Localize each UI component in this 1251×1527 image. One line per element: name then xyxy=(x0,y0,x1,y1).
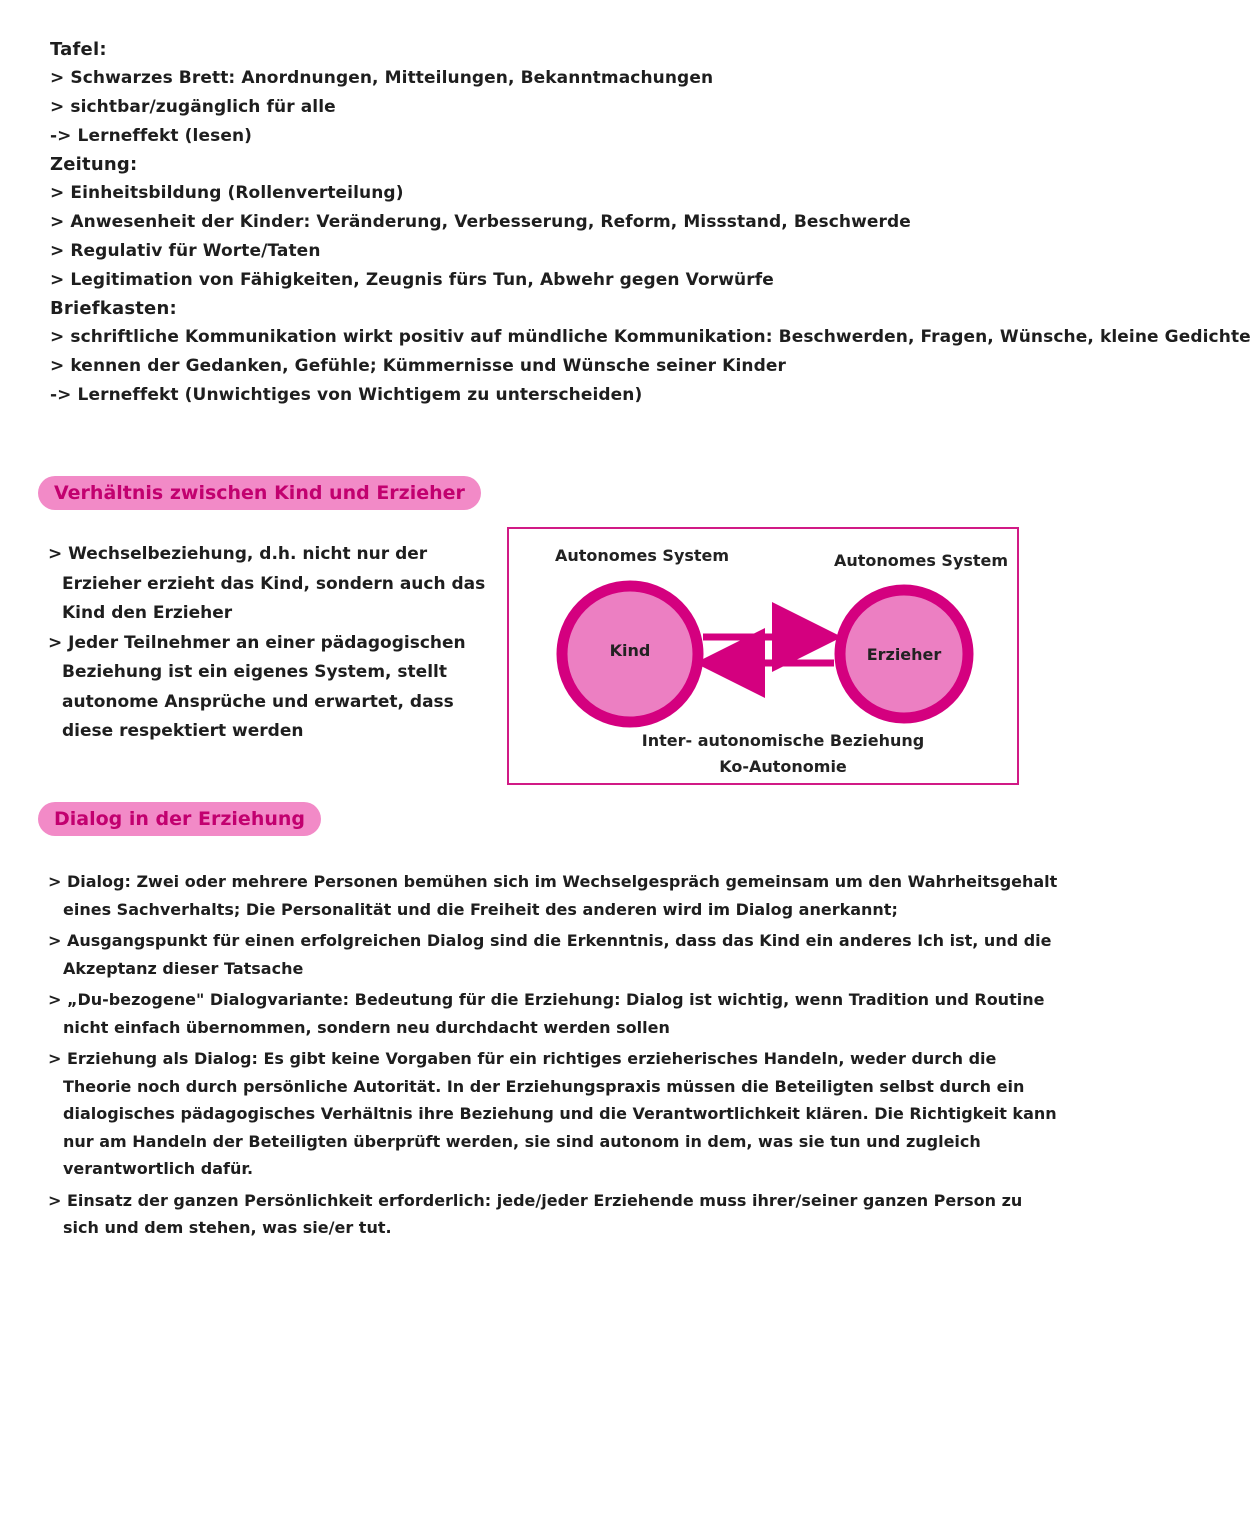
caption-line2: Ko-Autonomie xyxy=(719,757,847,776)
briefkasten-line: > schriftliche Kommunikation wirkt positiv auf mündliche Kommunikation: Beschwerden, Fragen, Wünsche, kleine Gedichte xyxy=(50,327,1251,347)
dialog-text xyxy=(48,868,1058,1246)
relation-item: > Jeder Teilnehmer an einer pädagogischen Beziehung ist ein eigenes System, stellt autonome Ansprüche und erwartet, dass diese respektiert werden xyxy=(48,632,466,741)
dialog-item: > Dialog: Zwei oder mehrere Personen bemühen sich im Wechselgespräch gemeinsam um den Wahrheitsgehalt eines Sachverhalts; Die Personalität und die Freiheit des anderen wird im Dialog anerkannt; xyxy=(48,872,1058,919)
briefkasten-heading: Briefkasten: xyxy=(50,298,177,319)
tafel-line: -> Lerneffekt (lesen) xyxy=(50,126,253,146)
label-autonomous-left: Autonomes System xyxy=(555,546,730,565)
zeitung-line: > Einheitsbildung (Rollenverteilung) xyxy=(50,183,404,203)
dialog-item: > Einsatz der ganzen Persönlichkeit erforderlich: jede/jeder Erziehende muss ihrer/seiner ganzen Person zu sich und dem stehen, was sie/er tut. xyxy=(48,1190,1023,1237)
relationship-diagram xyxy=(507,527,1019,785)
tafel-line: > Schwarzes Brett: Anordnungen, Mitteilungen, Bekanntmachungen xyxy=(50,68,714,88)
top-notes xyxy=(50,36,1251,410)
zeitung-line: > Legitimation von Fähigkeiten, Zeugnis fürs Tun, Abwehr gegen Vorwürfe xyxy=(50,270,774,290)
dialog-item: > Ausgangspunkt für einen erfolgreichen Dialog sind die Erkenntnis, dass das Kind ein anderes Ich ist, und die Akzeptanz dieser Tatsache xyxy=(48,931,1052,978)
briefkasten-line: > kennen der Gedanken, Gefühle; Kümmernisse und Wünsche seiner Kinder xyxy=(50,356,786,376)
tafel-line: > sichtbar/zugänglich für alle xyxy=(50,97,336,117)
tafel-heading: Tafel: xyxy=(50,39,107,60)
label-autonomous-right: Autonomes System xyxy=(834,551,1009,570)
relation-item: > Wechselbeziehung, d.h. nicht nur der Erzieher erzieht das Kind, sondern auch das Kind den Erzieher xyxy=(48,544,486,623)
node-erzieher-label: Erzieher xyxy=(866,645,942,664)
diagram-canvas xyxy=(509,529,1017,783)
relation-text xyxy=(48,540,508,747)
briefkasten-line: -> Lerneffekt (Unwichtiges von Wichtigem zu unterscheiden) xyxy=(50,385,643,405)
zeitung-heading: Zeitung: xyxy=(50,154,138,175)
section-title-dialog: Dialog in der Erziehung xyxy=(38,802,321,836)
dialog-item: > Erziehung als Dialog: Es gibt keine Vorgaben für ein richtiges erzieherisches Handeln, weder durch die Theorie noch durch persönliche Autorität. In der Erziehungspraxis müssen die Beteiligten selbst durch ein dialogisches pädagogisches Verhältnis ihre Beziehung und die Verantwortlichkeit klären. Die Richtigkeit kann nur am Handeln der Beteiligten überprüft werden, sie sind autonom in dem, was sie tun und zugleich verantwortlich dafür. xyxy=(48,1049,1057,1178)
zeitung-line: > Anwesenheit der Kinder: Veränderung, Verbesserung, Reform, Missstand, Beschwerde xyxy=(50,212,911,232)
node-kind-label: Kind xyxy=(609,641,651,660)
section-title-relation: Verhältnis zwischen Kind und Erzieher xyxy=(38,476,481,510)
dialog-item: > „Du-bezogene" Dialogvariante: Bedeutung für die Erziehung: Dialog ist wichtig, wenn Tradition und Routine nicht einfach übernommen, sondern neu durchdacht werden sollen xyxy=(48,990,1045,1037)
caption-line1: Inter- autonomische Beziehung xyxy=(641,731,925,750)
zeitung-line: > Regulativ für Worte/Taten xyxy=(50,241,321,261)
